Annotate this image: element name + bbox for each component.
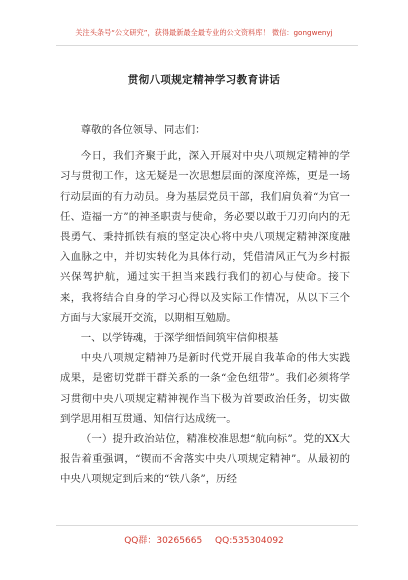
document-body <box>60 120 350 490</box>
footer-qq-group: QQ群：30265665 <box>124 536 203 546</box>
header-note: 关注头条号“公文研究”，获得最新最全最专业的公文资料库！ 微信：gongwenyj <box>75 28 333 37</box>
document-title: 贯彻八项规定精神学习教育讲话 <box>127 74 281 86</box>
paragraph-intro: 今日，我们齐聚于此，深入开展对中央八项规定精神的学习与贯彻工作，这无疑是一次思想层面的深度淬炼，更是一场行动层面的有力动员。身为基层党员干部，我们肩负着“为官一任、造福一方”的神圣职责与使命，务必要以敢于刀刃向内的无畏勇气、秉持抓铁有痕的坚定决心将中央八项规定精神深度融入血脉之中，并切实转化为具体行动，凭借清风正气为乡村振兴保驾护航，通过实干担当来践行我们的初心与使命。接下来，我将结合自身的学习心得以及实际工作情况，从以下三个方面与大家展开交流，以期相互勉励。 <box>60 150 350 324</box>
salutation: 尊敬的各位领导、同志们： <box>80 124 206 136</box>
paragraph-section-1: 中央八项规定精神乃是新时代党开展自我革命的伟大实践成果，是密切党群干群关系的一条“金色纽带”。我们必须将学习贯彻中央八项规定精神视作当下极为首要政治任务，切实做到学思用相互贯通、知信行达成统一。 <box>60 352 350 425</box>
footer <box>0 533 408 546</box>
subsection-heading-1: （一）提升政治站位，精准校准思想“航向标”。党的XX大报告着重强调，“锲而不舍落实中央八项规定精神”。从最初的中央八项规定到后来的“铁八条”，历经 <box>60 433 350 486</box>
footer-qq: QQ:535304092 <box>215 536 284 546</box>
header-divider <box>56 45 358 46</box>
footer-divider <box>56 525 358 526</box>
section-heading-1: 一、以学铸魂，于深学细悟间筑牢信仰根基 <box>80 332 279 345</box>
